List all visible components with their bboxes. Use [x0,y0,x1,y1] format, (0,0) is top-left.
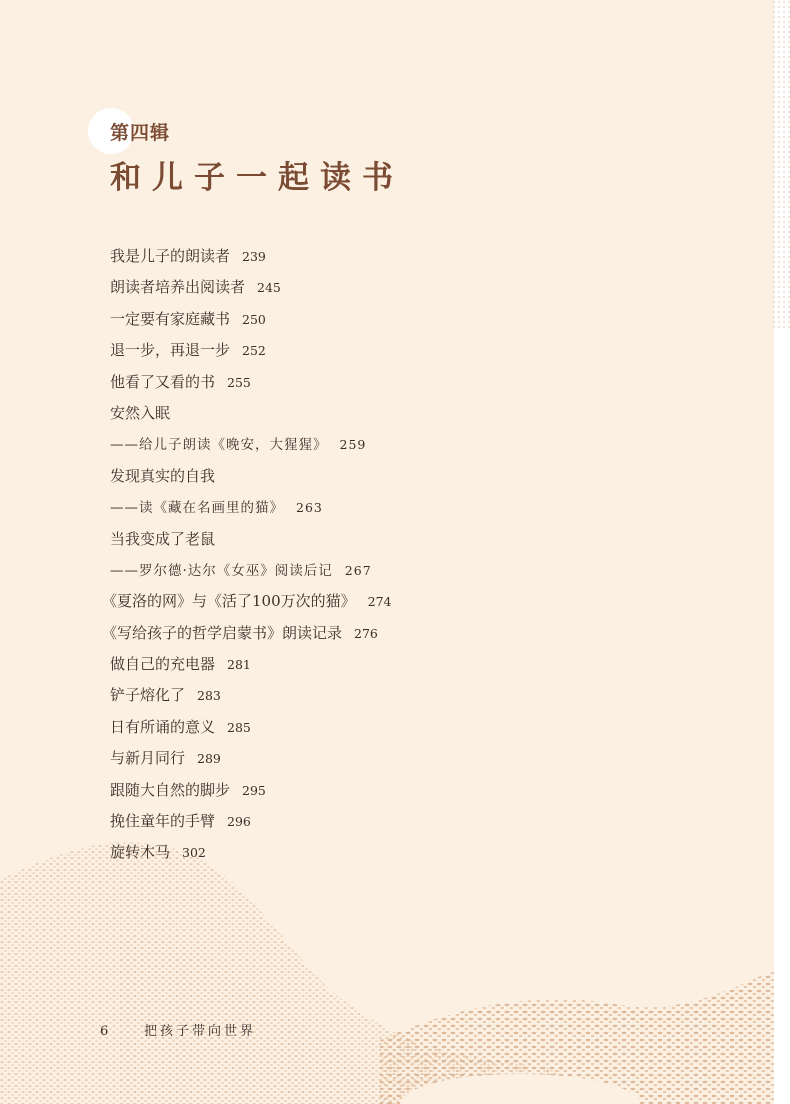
toc-entry-title: 我是儿子的朗读者 [110,247,231,265]
toc-entry-title: 安然入眠 [110,403,171,422]
book-title: 把孩子带向世界 [144,1024,257,1039]
toc-entry-page: 283 [197,688,221,704]
toc-entry[interactable] [110,272,392,303]
toc-entry-title: 挽住童年的手臂 [110,812,216,831]
toc-entry[interactable] [110,524,392,555]
toc-entry[interactable] [102,618,392,649]
toc-entry-title: 《夏洛的网》与《活了100万次的猫》 [102,592,356,611]
toc-entry-page: 245 [257,280,281,296]
toc-entry-title: ——罗尔德·达尔《女巫》阅读后记 [110,562,333,579]
toc-entry-page: 296 [227,814,251,830]
toc-subtitle-entry[interactable] [110,555,392,586]
toc-entry-title: 发现真实的自我 [110,466,216,485]
toc-entry-title: 旋转木马 [110,843,171,862]
part-title: 和儿子一起读书 [110,160,404,196]
toc-entry[interactable] [110,367,392,398]
toc-entry-title: 日有所诵的意义 [110,717,216,736]
page-footer [100,1020,256,1039]
toc-entry-title: 跟随大自然的脚步 [110,780,231,799]
toc-entry[interactable] [110,806,392,837]
toc-entry-title: 铲子熔化了 [110,686,186,705]
toc-entry[interactable] [110,775,392,806]
toc-entry-page: 250 [242,311,266,327]
toc-entry-title: 朗读者培养出阅读者 [110,278,246,297]
toc-entry-title: 做自己的充电器 [110,655,216,674]
toc-entry-title: 他看了又看的书 [110,372,216,391]
table-of-contents [102,241,392,869]
toc-entry-title: 一定要有家庭藏书 [110,309,231,328]
toc-entry-page: 276 [354,625,378,641]
toc-entry-title: 退一步，再退一步 [110,341,231,360]
toc-entry-title: 《写给孩子的哲学启蒙书》朗读记录 [102,623,343,642]
toc-entry-page: 295 [242,782,266,798]
toc-entry[interactable] [110,712,392,743]
toc-entry-page: 281 [227,657,251,673]
toc-entry-page: 259 [339,437,367,453]
toc-entry[interactable] [102,586,392,617]
toc-entry-title: 当我变成了老鼠 [110,529,216,548]
toc-entry[interactable] [110,680,392,711]
toc-entry[interactable] [110,335,392,366]
edge-dot-pattern [772,0,790,330]
toc-entry-page: 289 [197,751,221,767]
toc-entry-page: 267 [344,562,372,578]
toc-entry[interactable] [110,743,392,774]
page-number: 6 [100,1024,109,1039]
part-label: 第四辑 [110,122,171,144]
toc-entry[interactable] [110,649,392,680]
toc-entry-page: 285 [227,719,251,735]
toc-entry[interactable] [110,304,392,335]
toc-entry-title: ——读《藏在名画里的猫》 [110,500,284,517]
toc-entry-page: 252 [242,343,266,359]
toc-entry-page: 302 [182,845,206,861]
toc-subtitle-entry[interactable] [110,492,392,523]
toc-entry-page: 263 [296,500,323,516]
toc-entry[interactable] [110,837,392,868]
toc-subtitle-entry[interactable] [110,429,392,460]
toc-entry-page: 239 [242,249,266,264]
toc-entry[interactable] [110,241,392,272]
toc-entry[interactable] [110,398,392,429]
toc-entry-page: 255 [227,374,251,390]
toc-entry-title: ——给儿子朗读《晚安，大猩猩》 [110,437,328,454]
toc-entry-page: 274 [367,594,392,610]
toc-entry[interactable] [110,461,392,492]
toc-entry-title: 与新月同行 [110,749,186,768]
